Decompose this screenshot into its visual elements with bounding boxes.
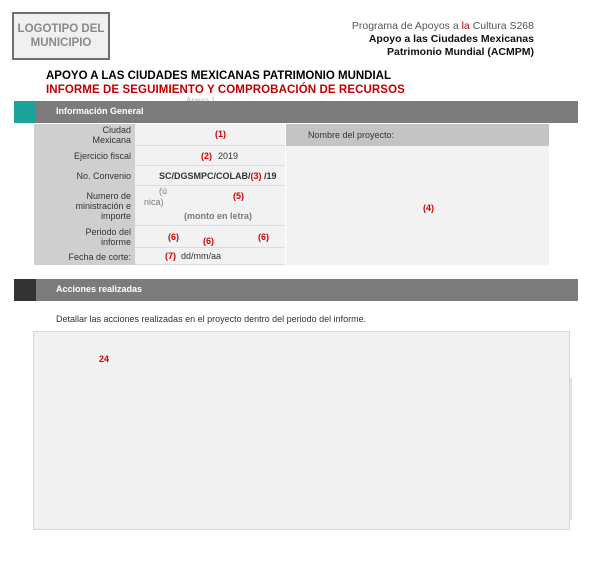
proyecto-marker: (4) <box>423 203 434 213</box>
corte-field[interactable] <box>135 248 285 265</box>
ejercicio-label: Ejercicio fiscal <box>34 146 135 166</box>
periodo-marker-end: (6) <box>258 232 269 242</box>
proyecto-field[interactable] <box>286 146 549 265</box>
unica-text-1: (ú <box>159 186 168 196</box>
unica-text-2: nica) <box>144 197 164 207</box>
ejercicio-field[interactable] <box>135 146 285 166</box>
ministracion-field[interactable] <box>135 186 285 226</box>
convenio-value: SC/DGSMPC/COLAB/(3) /19 <box>159 171 277 181</box>
acciones-box-shadow <box>570 378 572 520</box>
ministracion-label: Numero de ministración e importe <box>34 186 135 226</box>
acciones-marker: 24 <box>99 354 110 364</box>
monto-text: (monto en letra) <box>184 211 253 221</box>
section-bar-general <box>14 101 578 123</box>
periodo-field[interactable] <box>135 226 285 248</box>
convenio-field[interactable] <box>135 166 285 186</box>
periodo-label: Periodo del informe <box>34 226 135 248</box>
section-title-general: Información General <box>56 106 144 116</box>
section-accent-acciones <box>14 279 36 301</box>
program-name: Programa de Apoyos a la Cultura S268 <box>351 20 534 32</box>
proyecto-label: Nombre del proyecto: <box>286 124 549 146</box>
logo-line-1: LOGOTIPO DEL <box>17 23 105 35</box>
logo-line-2: MUNICIPIO <box>30 37 92 49</box>
ministracion-marker: (5) <box>233 191 244 201</box>
ciudad-label: Ciudad Mexicana <box>34 124 135 146</box>
program-header <box>352 20 534 59</box>
program-subtitle: Apoyo a las Ciudades Mexicanas <box>368 33 534 45</box>
section-accent-general <box>14 101 36 123</box>
ciudad-marker: (1) <box>215 129 226 139</box>
convenio-label: No. Convenio <box>34 166 135 186</box>
corte-label: Fecha de corte: <box>34 248 135 265</box>
ejercicio-marker: (2) <box>201 151 212 161</box>
periodo-marker-mid: (6) <box>203 236 214 246</box>
acciones-instruction: Detallar las acciones realizadas en el proyecto dentro del periodo del informe. <box>56 314 367 324</box>
periodo-marker-start: (6) <box>168 232 179 242</box>
program-subtitle-2: Patrimonio Mundial (ACMPM) <box>387 46 534 58</box>
corte-value: dd/mm/aa <box>181 251 222 261</box>
ciudad-field[interactable] <box>135 124 285 146</box>
section-bar-acciones <box>14 279 578 301</box>
municipal-logo-placeholder <box>12 12 110 60</box>
acciones-textarea[interactable] <box>33 331 570 530</box>
ejercicio-value: 2019 <box>218 151 239 161</box>
document-subtitle: INFORME DE SEGUIMIENTO Y COMPROBACIÓN DE RECURSOS <box>46 84 405 96</box>
section-title-acciones: Acciones realizadas <box>56 284 143 294</box>
corte-marker: (7) <box>165 251 176 261</box>
document-title: APOYO A LAS CIUDADES MEXICANAS PATRIMONIO MUNDIAL <box>46 70 392 82</box>
